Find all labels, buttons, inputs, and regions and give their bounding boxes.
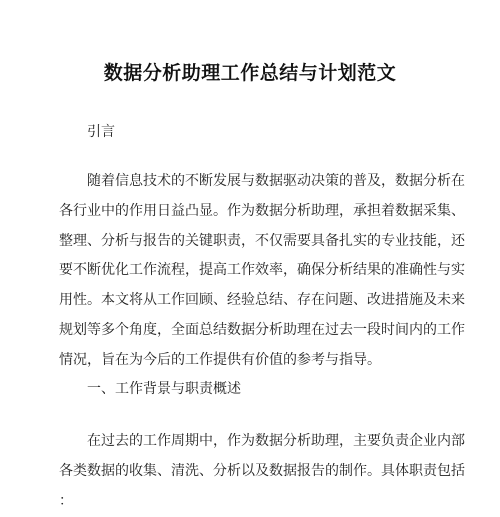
paragraph-line: 各类数据的收集、清洗、分析以及数据报告的制作。具体职责包括 xyxy=(59,462,465,479)
document-title: 数据分析助理工作总结与计划范文 xyxy=(103,62,397,84)
paragraph-line: 整理、分析与报告的关键职责，不仅需要具备扎实的专业技能，还 xyxy=(59,232,465,249)
paragraph-line: 在过去的工作周期中，作为数据分析助理，主要负责企业内部 xyxy=(87,433,465,449)
paragraph-line: 各行业中的作用日益凸显。作为数据分析助理，承担着数据采集、 xyxy=(59,202,465,219)
paragraph-line: 随着信息技术的不断发展与数据驱动决策的普及，数据分析在 xyxy=(87,173,465,189)
paragraph-line: 要不断优化工作流程，提高工作效率，确保分析结果的准确性与实 xyxy=(59,262,465,279)
paragraph-line: 规划等多个角度，全面总结数据分析助理在过去一段时间内的工作 xyxy=(59,321,465,338)
intro-paragraph xyxy=(59,167,465,376)
intro-heading: 引言 xyxy=(87,124,115,140)
paragraph-line: 情况，旨在为今后的工作提供有价值的参考与指导。 xyxy=(59,351,381,368)
paragraph-line: ： xyxy=(59,492,73,509)
section-heading: 一、工作背景与职责概述 xyxy=(87,381,241,397)
paragraph-line: 用性。本文将从工作回顾、经验总结、存在问题、改进措施及未来 xyxy=(59,292,465,309)
section-paragraph xyxy=(59,427,465,516)
